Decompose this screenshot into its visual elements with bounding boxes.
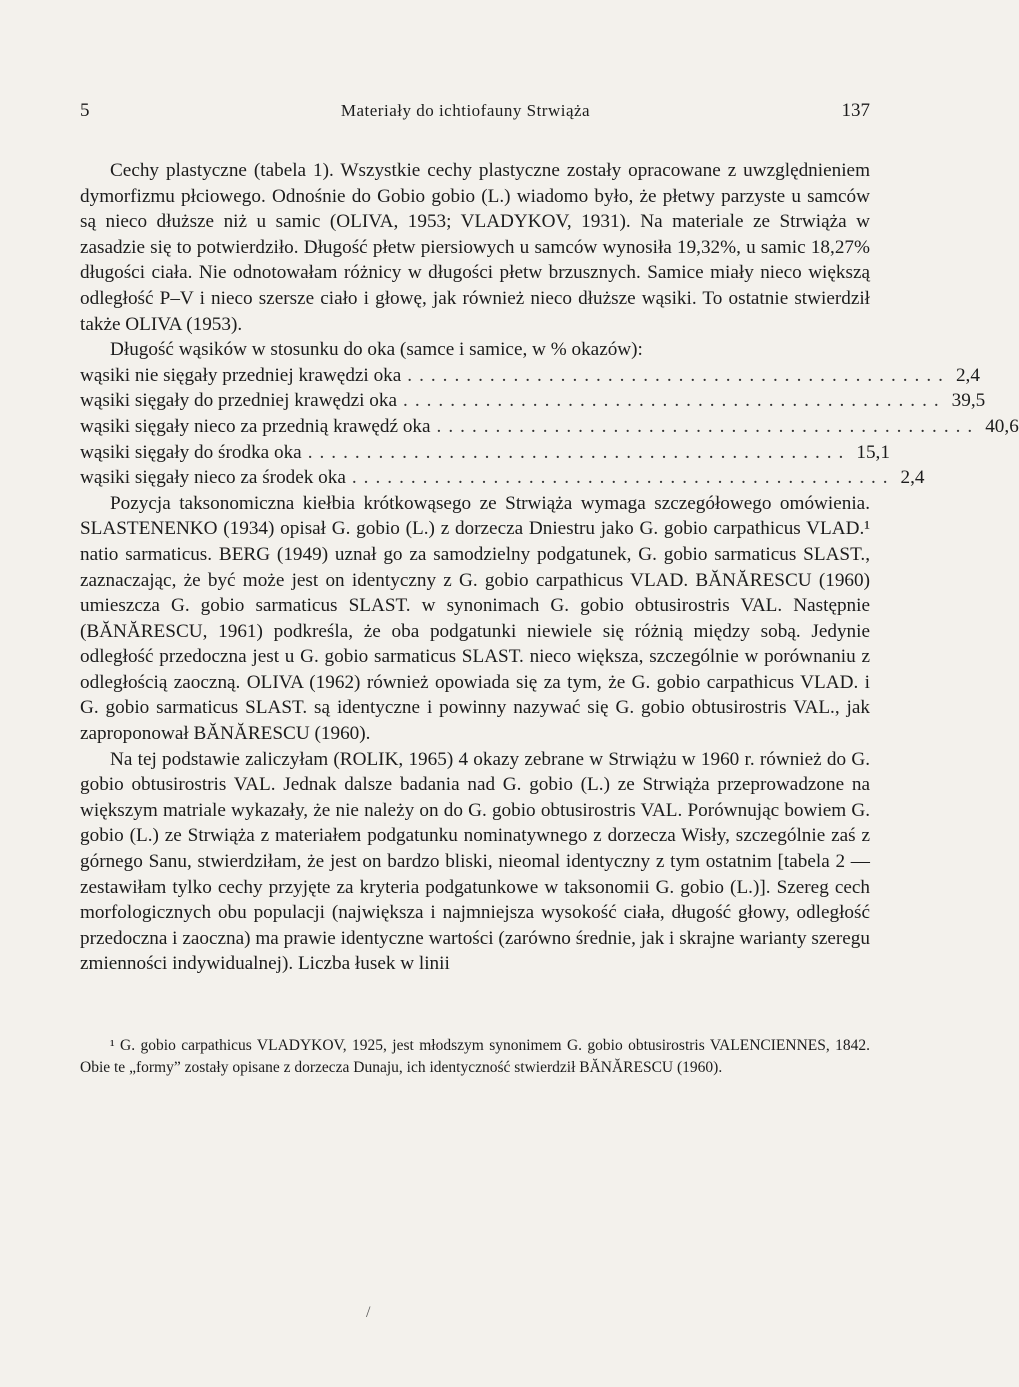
list-item [80, 440, 890, 466]
paragraph-taxonomic-position: Pozycja taksonomiczna kiełbia krótkowąsego ze Strwiąża wymaga szczegółowego omówienia. SLASTENENKO (1934) opisał G. gobio (L.) z dorzecza Dniestru jako G. gobio carpathicus VLAD.¹ natio sarmaticus. BERG (1949) uznał go za samodzielny podgatunek, G. gobio sarmaticus SLAST., zaznaczając, że być może jest on identyczny z G. gobio carpathicus VLAD. BĂNĂRESCU (1960) umieszcza G. gobio sarmaticus SLAST. w synonimach G. gobio obtusirostris VAL. Następnie (BĂNĂRESCU, 1961) podkreśla, że oba podgatunki niewiele się różnią między sobą. Jedynie odległość przedoczna jest u G. gobio sarmaticus SLAST. nieco większa, szczególnie w porównaniu z odległością zaoczną. OLIVA (1962) również opowiada się za tym, że G. gobio carpathicus VLAD. i G. gobio sarmaticus SLAST. są identyczne i powinny nazywać się G. gobio obtusirostris VAL., jak zaproponował BĂNĂRESCU (1960). [80, 492, 870, 745]
paragraph-comparison: Na tej podstawie zaliczyłam (ROLIK, 1965) 4 okazy zebrane w Strwiążu w 1960 r. również do G. gobio obtusirostris VAL. Jednak dalsze badania nad G. gobio (L.) ze Strwiąża przeprowadzone na większym matriale wykazały, że nie należy on do G. gobio obtusirostris VAL. Porównując bowiem G. gobio (L.) ze Strwiąża z materiałem podgatunku nominatywnego z dorzecza Wisły, szczególnie zaś z górnego Sanu, stwierdziłam, że jest on bardzo bliski, nieomal identyczny z tym ostatnim [tabela 2 — zestawiłam tylko cechy przyjęte za kryteria podgatunkowe w taksonomii G. gobio (L.)]. Szereg cech morfologicznych obu populacji (największa i najmniejsza wysokość ciała, długość głowy, odległość przedoczna i zaoczna) ma prawie identyczne wartości (zarówno średnie, jak i skrajne warianty szeregu zmienności indywidualnej). Liczba łusek w linii [80, 748, 870, 975]
list-item-label: wąsiki sięgały nieco za przednią krawędź oka [80, 415, 431, 437]
list-item-value: 15,1 [856, 441, 890, 463]
list-item-label: wąsiki sięgały nieco za środek oka [80, 467, 346, 489]
leader-dots: .............................................. [403, 390, 946, 412]
paragraph-plastic-traits: Cechy plastyczne (tabela 1). Wszystkie cechy plastyczne zostały opracowane z uwzględnieniem dymorfizmu płciowego. Odnośnie do Gobio gobio (L.) wiadomo było, że płetwy parzyste u samców są nieco dłuższe niż u samic (OLIVA, 1953; VLADYKOV, 1931). Na materiale ze Strwiąża w zasadzie się to potwierdziło. Długość płetw piersiowych u samców wynosiła 19,32%, u samic 18,27% długości ciała. Nie odnotowałam różnicy w długości płetw brzusznych. Samice miały nieco większą odległość P–V i nieco szersze ciało i głowę, jak również nieco dłuższe wąsiki. To ostatnie stwierdził także OLIVA (1953). [80, 160, 870, 335]
list-item-value: 2,4 [900, 467, 925, 489]
leader-dots: .............................................. [407, 364, 950, 386]
list-item-value: 39,5 [951, 390, 986, 412]
section-number: 5 [80, 100, 90, 121]
list-item-label: wąsiki sięgały do przedniej krawędzi oka [80, 390, 398, 412]
list-item [80, 465, 925, 491]
leader-dots: .............................................. [307, 441, 851, 463]
leader-dots: .............................................. [436, 415, 980, 437]
page [80, 100, 1019, 1079]
leader-dots: .............................................. [351, 467, 895, 489]
list-item-label: wąsiki nie sięgały przedniej krawędzi oka [80, 364, 402, 386]
running-header [80, 100, 870, 122]
footnotes [80, 1035, 870, 1079]
whisker-length-list [80, 363, 1019, 491]
list-item [80, 388, 986, 414]
list-item-label: wąsiki sięgały do środka oka [80, 441, 302, 463]
list-item [80, 414, 1019, 440]
margin-mark: / [366, 1304, 371, 1321]
list-item [80, 363, 980, 389]
list-item-value: 2,4 [955, 364, 980, 386]
running-title: Materiały do ichtiofauny Strwiąża [340, 101, 591, 120]
paragraph-whisker-intro: Długość wąsików w stosunku do oka (samce i samice, w % okazów): [110, 339, 643, 361]
list-item-value: 40,6 [985, 415, 1019, 437]
footnote-1: ¹ G. gobio carpathicus VLADYKOV, 1925, jest młodszym synonimem G. gobio obtusirostris VALENCIENNES, 1842. Obie te „formy” zostały opisane z dorzecza Dunaju, ich identyczność stwierdził BĂNĂRESCU (1960). [80, 1037, 870, 1076]
page-number: 137 [841, 100, 870, 121]
